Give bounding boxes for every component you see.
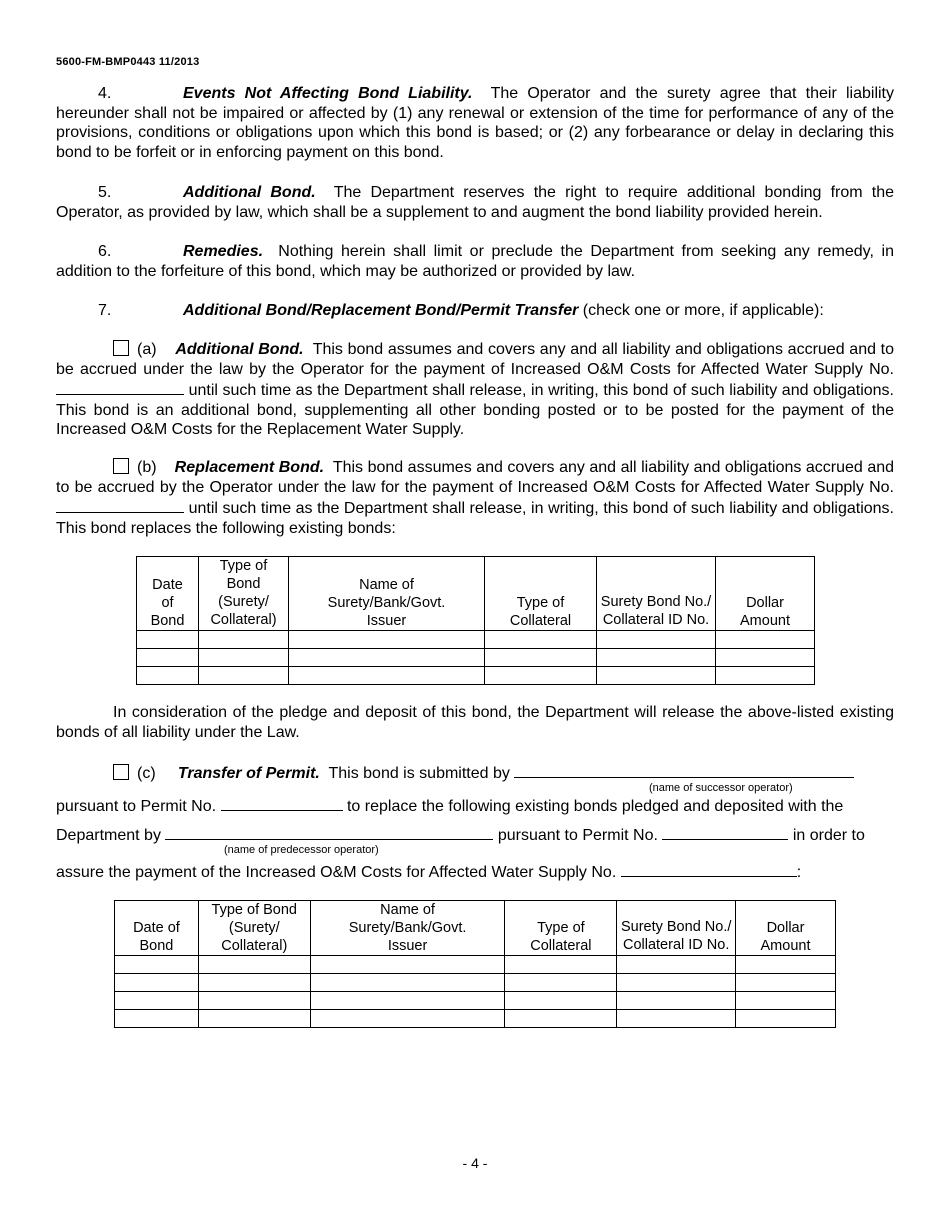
table-cell[interactable] <box>289 631 485 649</box>
option-a-checkbox[interactable] <box>113 340 129 356</box>
table-cell[interactable] <box>736 974 836 992</box>
table-cell[interactable] <box>199 649 289 667</box>
table-cell[interactable] <box>137 667 199 685</box>
col-issuer-name: Name of Surety/Bank/Govt. Issuer <box>310 901 505 956</box>
table-cell[interactable] <box>736 956 836 974</box>
table-cell[interactable] <box>198 1010 310 1028</box>
option-text: pursuant to Permit No. <box>56 798 217 815</box>
option-text: This bond assumes and covers any and all liability and obligations accrued and to be accrued by the Operator under the law for the payment of Increased O&M Costs for Affected Water Supply No. <box>56 459 895 496</box>
option-a <box>56 340 894 440</box>
option-text: This bond is submitted by <box>328 765 510 782</box>
table-cell[interactable] <box>716 649 815 667</box>
table-cell[interactable] <box>289 667 485 685</box>
option-text: until such time as the Department shall release, in writing, this bond of such liability and obligations. This bond replaces the following existing bonds: <box>56 500 895 537</box>
col-type-of-bond: Type of Bond (Surety/ Collateral) <box>199 557 289 631</box>
table-cell[interactable] <box>115 974 199 992</box>
table-cell[interactable] <box>617 1010 736 1028</box>
section-text: (check one or more, if applicable): <box>582 302 824 319</box>
table-row <box>137 631 815 649</box>
option-text: assure the payment of the Increased O&M Costs for Affected Water Supply No. <box>56 864 617 881</box>
permit-no-field-1[interactable] <box>221 795 343 811</box>
table-cell[interactable] <box>617 974 736 992</box>
replacement-bonds-table <box>136 556 815 685</box>
section-title: Additional Bond. <box>183 184 316 201</box>
table-cell[interactable] <box>310 1010 505 1028</box>
option-title: Transfer of Permit. <box>177 765 320 782</box>
table-cell[interactable] <box>736 992 836 1010</box>
col-dollar-amount: Dollar Amount <box>736 901 836 956</box>
table-cell[interactable] <box>485 631 597 649</box>
table-cell[interactable] <box>597 649 716 667</box>
section-number: 7. <box>98 302 112 319</box>
transfer-bonds-table <box>114 900 836 1028</box>
option-b-checkbox[interactable] <box>113 458 129 474</box>
option-text: in order to <box>792 827 865 844</box>
section-number: 6. <box>98 243 112 260</box>
section-title: Events Not Affecting Bond Liability. <box>183 85 473 102</box>
section-text: The Operator and the surety agree that their liability hereunder shall not be impaired or affected by (1) any renewal or extension of the time for performance of any of the provisions, conditions or obligations upon which this bond is based; or (2) any forbearance or delay in declaring this bond to be forfeit or in enforcing payment on this bond. <box>56 85 894 161</box>
table-cell[interactable] <box>505 992 617 1010</box>
permit-no-field-2[interactable] <box>662 824 788 840</box>
option-c-line-1 <box>56 762 950 783</box>
table-cell[interactable] <box>199 667 289 685</box>
option-c-line-4 <box>56 861 894 882</box>
successor-operator-field[interactable] <box>514 762 854 778</box>
table-cell[interactable] <box>115 992 199 1010</box>
water-supply-no-field-c[interactable] <box>621 861 797 877</box>
table-cell[interactable] <box>198 974 310 992</box>
table-cell[interactable] <box>115 956 199 974</box>
table-row <box>115 992 836 1010</box>
table-cell[interactable] <box>505 956 617 974</box>
table-row <box>115 1010 836 1028</box>
table-cell[interactable] <box>137 631 199 649</box>
option-text: pursuant to Permit No. <box>497 827 658 844</box>
section-number: 4. <box>98 85 112 102</box>
table-cell[interactable] <box>485 667 597 685</box>
option-label: (c) <box>137 765 156 782</box>
option-text: until such time as the Department shall release, in writing, this bond of such liability and obligations. This bond is an additional bond, supplementing all other bonding posted or to be posted for the payment of the Increased O&M Costs for the Replacement Water Supply. <box>56 382 895 439</box>
table-cell[interactable] <box>485 649 597 667</box>
table-row <box>115 956 836 974</box>
table-cell[interactable] <box>137 649 199 667</box>
option-b <box>56 458 894 538</box>
option-c-line-3 <box>56 824 894 845</box>
option-text: to replace the following existing bonds pledged and deposited with the <box>346 798 844 815</box>
caption-successor: (name of successor operator) <box>649 782 793 794</box>
col-type-of-collateral: Type of Collateral <box>505 901 617 956</box>
table-header-row <box>115 901 836 956</box>
table-cell[interactable] <box>617 992 736 1010</box>
table-cell[interactable] <box>198 956 310 974</box>
col-date-of-bond: Date of Bond <box>115 901 199 956</box>
consideration-paragraph: In consideration of the pledge and deposit of this bond, the Department will release the above-listed existing bonds of all liability under the Law. <box>56 704 894 741</box>
section-7 <box>56 301 894 321</box>
table-cell[interactable] <box>310 974 505 992</box>
table-cell[interactable] <box>199 631 289 649</box>
section-5 <box>56 183 894 222</box>
table-row <box>137 649 815 667</box>
option-c-line-2 <box>56 795 894 816</box>
col-type-of-collateral: Type of Collateral <box>485 557 597 631</box>
section-text: The Department reserves the right to require additional bonding from the Operator, as provided by law, which shall be a supplement to and augment the bond liability provided herein. <box>56 184 894 221</box>
col-date-of-bond: Date of Bond <box>137 557 199 631</box>
predecessor-operator-field[interactable] <box>165 824 493 840</box>
form-id: 5600-FM-BMP0443 11/2013 <box>56 56 200 68</box>
table-row <box>137 667 815 685</box>
col-type-of-bond: Type of Bond (Surety/ Collateral) <box>198 901 310 956</box>
table-cell[interactable] <box>617 956 736 974</box>
col-bond-id: Surety Bond No./ Collateral ID No. <box>617 901 736 956</box>
option-label: (b) <box>137 459 157 476</box>
page-number: - 4 - <box>462 1155 488 1171</box>
option-text: Department by <box>56 827 161 844</box>
table-cell[interactable] <box>289 649 485 667</box>
col-dollar-amount: Dollar Amount <box>716 557 815 631</box>
table-cell[interactable] <box>198 992 310 1010</box>
water-supply-no-field-a[interactable] <box>56 379 184 395</box>
section-title: Remedies. <box>183 243 264 260</box>
table-cell[interactable] <box>716 667 815 685</box>
table-cell[interactable] <box>115 1010 199 1028</box>
table-cell[interactable] <box>597 631 716 649</box>
table-cell[interactable] <box>505 1010 617 1028</box>
section-6 <box>56 242 894 281</box>
table-cell[interactable] <box>736 1010 836 1028</box>
option-c-checkbox[interactable] <box>113 764 129 780</box>
col-bond-id: Surety Bond No./ Collateral ID No. <box>597 557 716 631</box>
col-issuer-name: Name of Surety/Bank/Govt. Issuer <box>289 557 485 631</box>
section-title: Additional Bond/Replacement Bond/Permit Transfer <box>183 302 579 319</box>
option-text: : <box>796 864 802 881</box>
table-cell[interactable] <box>505 974 617 992</box>
table-header-row <box>137 557 815 631</box>
table-cell[interactable] <box>310 992 505 1010</box>
option-title: Replacement Bond. <box>174 459 325 476</box>
section-text: Nothing herein shall limit or preclude the Department from seeking any remedy, in addition to the forfeiture of this bond, which may be authorized or provided by law. <box>56 243 894 280</box>
table-row <box>115 974 836 992</box>
water-supply-no-field-b[interactable] <box>56 497 184 513</box>
option-text: This bond assumes and covers any and all liability and obligations accrued and to be accrued under the law by the Operator for the payment of Increased O&M Costs for Affected Water Supply No. <box>56 341 895 378</box>
option-title: Additional Bond. <box>175 341 304 358</box>
caption-predecessor: (name of predecessor operator) <box>224 844 379 856</box>
table-cell[interactable] <box>716 631 815 649</box>
section-4 <box>56 84 894 162</box>
section-number: 5. <box>98 184 112 201</box>
table-cell[interactable] <box>597 667 716 685</box>
option-label: (a) <box>137 341 157 358</box>
table-cell[interactable] <box>310 956 505 974</box>
